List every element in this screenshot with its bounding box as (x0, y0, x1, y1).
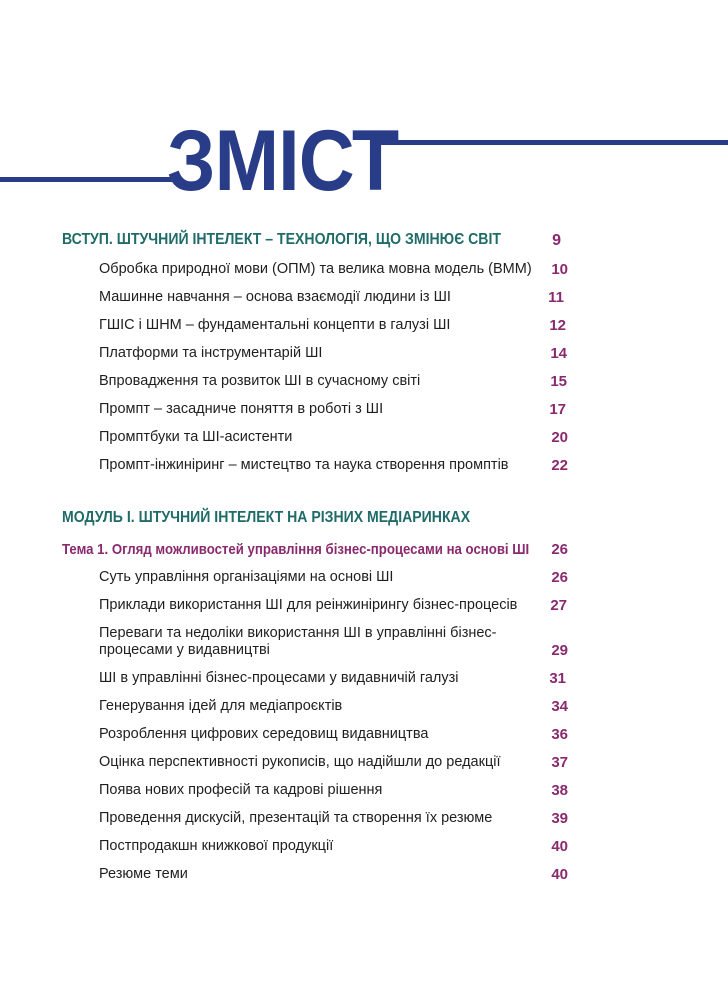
toc-entry[interactable] (99, 261, 532, 278)
toc-entry-page: 11 (548, 289, 564, 306)
section-heading-text: МОДУЛЬ І. ШТУЧНИЙ ІНТЕЛЕКТ НА РІЗНИХ МЕДІАРИНКАХ (62, 509, 471, 526)
toc-entry[interactable] (99, 625, 499, 659)
toc-entry-title: Резюме теми (99, 866, 188, 882)
toc-entry-title: ГШІС і ШНМ – фундаментальні концепти в галузі ШІ (99, 317, 451, 333)
toc-entry-page: 10 (551, 261, 568, 278)
toc-entry[interactable] (99, 782, 382, 799)
topic-title: Тема 1. Огляд можливостей управління бізнес-процесами на основі ШІ (62, 541, 530, 558)
toc-entry-page: 37 (551, 754, 568, 771)
toc-entry-page: 38 (551, 782, 568, 799)
page-title: ЗМІСТ (167, 113, 399, 209)
toc-entry-title: Генерування ідей для медіапроєктів (99, 698, 343, 714)
toc-entry-title: Постпродакшн книжкової продукції (99, 838, 334, 854)
toc-entry[interactable] (99, 597, 517, 614)
toc-entry-title: Промптбуки та ШІ-асистенти (99, 429, 293, 445)
toc-entry-title: Переваги та недоліки використання ШІ в управлінні бізнес-процесами у видавництві (99, 625, 497, 658)
toc-entry[interactable] (99, 838, 333, 855)
toc-entry-page: 15 (550, 373, 567, 390)
toc-entry-title: Приклади використання ШІ для реінжинірингу бізнес-процесів (99, 597, 518, 613)
toc-entry-page: 27 (550, 597, 567, 614)
toc-entry[interactable] (99, 457, 509, 474)
toc-entry-title: Промпт-інжиніринг – мистецтво та наука створення промптів (99, 457, 509, 473)
toc-entry-page: 20 (551, 429, 568, 446)
toc-entry-page: 34 (551, 698, 568, 715)
toc-entry[interactable] (99, 317, 450, 334)
toc-entry-page: 29 (551, 642, 568, 659)
toc-entry-page: 22 (551, 457, 568, 474)
toc-entry[interactable] (99, 698, 342, 715)
toc-entry-page: 31 (549, 670, 566, 687)
toc-entry-page: 40 (551, 866, 568, 883)
toc-entry-title: Проведення дискусій, презентацій та створення їх резюме (99, 810, 493, 826)
section-heading-module-1[interactable] (62, 509, 526, 527)
toc-entry[interactable] (99, 670, 458, 687)
toc-entry-title: ШІ в управлінні бізнес-процесами у видавничій галузі (99, 670, 459, 686)
toc-entry[interactable] (99, 289, 451, 306)
toc-entry[interactable] (99, 569, 393, 586)
topic-page-number: 26 (551, 541, 568, 558)
toc-entry-title: Суть управління організаціями на основі ШІ (99, 569, 394, 585)
toc-entry-page: 12 (549, 317, 566, 334)
toc-entry-title: Впровадження та розвиток ШІ в сучасному світі (99, 373, 421, 389)
toc-entry-page: 26 (551, 569, 568, 586)
section-heading-intro[interactable] (62, 231, 561, 249)
section-page-number: 9 (552, 232, 561, 249)
topic-heading[interactable] (62, 541, 593, 558)
toc-entry[interactable] (99, 345, 322, 362)
toc-entry-page: 36 (551, 726, 568, 743)
toc-entry-title: Обробка природної мови (ОПМ) та велика мовна модель (ВММ) (99, 261, 532, 277)
toc-entry-title: Розроблення цифрових середовищ видавництва (99, 726, 429, 742)
toc-entry-title: Оцінка перспективності рукописів, що надійшли до редакції (99, 754, 501, 770)
toc-entry-page: 14 (550, 345, 567, 362)
toc-entry[interactable] (99, 754, 501, 771)
toc-entry[interactable] (99, 373, 420, 390)
toc-entry-page: 17 (549, 401, 566, 418)
toc-entry-page: 39 (551, 810, 568, 827)
toc-entry[interactable] (99, 429, 292, 446)
toc-entry[interactable] (99, 726, 428, 743)
toc-entry-title: Машинне навчання – основа взаємодії людини із ШІ (99, 289, 451, 305)
toc-entry[interactable] (99, 401, 383, 418)
toc-entry[interactable] (99, 866, 188, 883)
section-heading-text: ВСТУП. ШТУЧНИЙ ІНТЕЛЕКТ – ТЕХНОЛОГІЯ, ЩО ЗМІНЮЄ СВІТ (62, 231, 501, 248)
toc-entry-title: Платформи та інструментарій ШІ (99, 345, 323, 361)
toc-entry-title: Промпт – засадниче поняття в роботі з ШІ (99, 401, 384, 417)
toc-entry[interactable] (99, 810, 492, 827)
toc-entry-page: 40 (551, 838, 568, 855)
toc-entry-title: Поява нових професій та кадрові рішення (99, 782, 383, 798)
